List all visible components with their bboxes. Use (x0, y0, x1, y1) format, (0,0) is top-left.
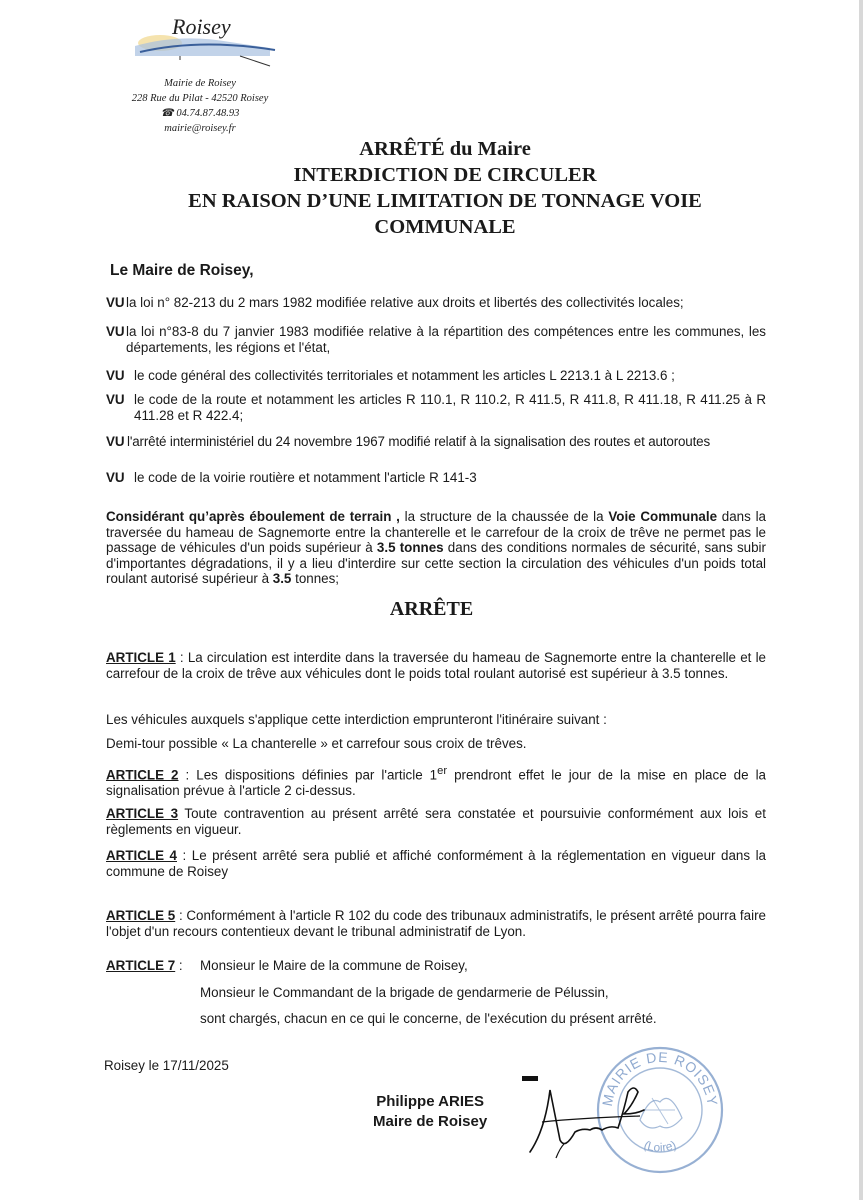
visa-text: le code général des collectivités territoriales et notamment les articles L 2213.1 à L 2213.6 ; (134, 368, 675, 383)
section-title-arrete: ARRÊTE (389, 598, 474, 620)
signature-date: Roisey le 17/11/2025 (104, 1058, 229, 1073)
article-1-label: ARTICLE 1 (106, 650, 176, 665)
article-2-label: ARTICLE 2 (106, 767, 179, 783)
article-1-text: : La circulation est interdite dans la traversée du hameau de Sagnemorte entre la chanterelle et le carrefour de la croix de trêve aux véhicules dont le poids total roulant autorisé est supérieur à 3.5 tonnes. (106, 650, 766, 681)
article-2-text-b: prendront effet le jour de la mise en place de la signalisation prévue à l'article 2 ci-dessus. (106, 767, 766, 798)
mairie-phone: ☎ 04.74.87.48.93 (160, 108, 240, 119)
article-7-line-2: Monsieur le Commandant de la brigade de gendarmerie de Pélussin, (200, 985, 609, 1000)
title-line-1: ARRÊTÉ du Maire (359, 138, 531, 160)
article-7-label: ARTICLE 7 (106, 958, 176, 973)
considerant-text-3: dans des conditions normales de sécurité, sans subir d'importantes dégradations, il y a lieu d'interdire sur cette section la circulation des véhicules d'un poids total roulant autorisé supérieur à (106, 540, 766, 586)
visa-4 (106, 392, 766, 424)
considerant-text-2: dans la traversée du hameau de Sagnemorte entre la chanterelle et le carrefour de la croix de trêve ne permet pas le passage de véhicules d'un poids supérieur à (106, 509, 766, 555)
handwritten-signature (520, 1070, 660, 1160)
article-4 (106, 848, 766, 879)
considerant-text-1: la structure de la chaussée de la (399, 509, 609, 524)
article-5 (106, 908, 766, 939)
stamp-top-text: MAIRIE DE ROISEY (598, 1048, 721, 1108)
article-2-text-a: : Les dispositions définies par l'article 1 (178, 767, 438, 783)
article-4-label: ARTICLE 4 (106, 848, 177, 863)
article-1 (106, 650, 766, 681)
visa-label: VU (106, 470, 125, 485)
visa-1 (106, 295, 766, 311)
article-2 (106, 764, 766, 798)
visa-6 (106, 470, 766, 486)
article-2-sup: er (437, 765, 448, 777)
visa-5 (106, 434, 766, 450)
signer-role: Maire de Roisey (373, 1113, 488, 1130)
article-5-label: ARTICLE 5 (106, 908, 176, 923)
signer-block (373, 1092, 487, 1132)
article-3-label: ARTICLE 3 (106, 806, 179, 821)
title-line-4: COMMUNALE (374, 216, 516, 238)
title-line-2: INTERDICTION DE CIRCULER (293, 164, 597, 186)
visa-3 (106, 368, 766, 384)
visa-label: VU (106, 324, 125, 339)
visa-label: VU (106, 368, 125, 383)
visa-label: VU (106, 392, 125, 407)
mairie-address: 228 Rue du Pilat - 42520 Roisey (131, 93, 269, 104)
stamp-bottom-text: (Loire) (641, 1137, 679, 1155)
considerant-lead: Considérant qu’après éboulement de terrain , (106, 509, 400, 524)
visa-text: la loi n° 82-213 du 2 mars 1982 modifiée relative aux droits et libertés des collectivités locales; (126, 295, 684, 310)
article-3-text: Toute contravention au présent arrêté sera constatée et poursuivie conformément aux lois et règlements en vigueur. (106, 806, 766, 837)
considerant-text-4: tonnes; (291, 571, 340, 586)
document-title (100, 136, 790, 240)
salutation: Le Maire de Roisey, (110, 262, 254, 279)
article-7-line-1: Monsieur le Maire de la commune de Roisey, (200, 958, 468, 973)
tonnage-limit-2: 3.5 (272, 571, 292, 586)
visa-label: VU (106, 434, 125, 449)
article-7-heading (106, 958, 183, 974)
article-7-line-3: sont chargés, chacun en ce qui le concerne, de l'exécution du présent arrêté. (200, 1011, 657, 1026)
mairie-name: Mairie de Roisey (164, 78, 236, 89)
visa-text: le code de la voirie routière et notamment l'article R 141-3 (134, 470, 477, 485)
tonnage-limit: 3.5 tonnes (376, 540, 444, 555)
voie-communale: Voie Communale (608, 509, 718, 524)
detour-intro: Les véhicules auxquels s'applique cette interdiction emprunteront l'itinéraire suivant : (106, 712, 607, 727)
mairie-email: mairie@roisey.fr (164, 123, 236, 134)
title-line-3: EN RAISON D’UNE LIMITATION DE TONNAGE VOIE (188, 190, 702, 212)
article-3 (106, 806, 766, 837)
signer-name: Philippe ARIES (376, 1093, 484, 1110)
detour-route: Demi-tour possible « La chanterelle » et carrefour sous croix de trêves. (106, 736, 527, 751)
visa-2 (106, 324, 766, 356)
article-5-text: : Conformément à l'article R 102 du code des tribunaux administratifs, le présent arrêté pourra faire l'objet d'un recours contentieux devant le tribunal administratif de Lyon. (106, 908, 766, 939)
considerant-paragraph (106, 509, 766, 587)
visa-label: VU (106, 295, 125, 310)
visa-text: le code de la route et notamment les articles R 110.1, R 110.2, R 411.5, R 411.8, R 411.18, R 411.25 à R 411.28 et R 422.4; (134, 392, 766, 423)
letterhead (110, 76, 290, 136)
logo-text: Roisey (172, 14, 231, 39)
visa-text: l'arrêté interministériel du 24 novembre 1967 modifié relatif à la signalisation des routes et autoroutes (127, 434, 711, 449)
article-4-text: : Le présent arrêté sera publié et affiché conformément à la réglementation en vigueur dans la commune de Roisey (106, 848, 766, 879)
article-7-sep: : (175, 958, 183, 973)
visa-text: la loi n°83-8 du 7 janvier 1983 modifiée relative à la répartition des compétences entre les communes, les départements, les régions et l'état, (126, 324, 766, 355)
